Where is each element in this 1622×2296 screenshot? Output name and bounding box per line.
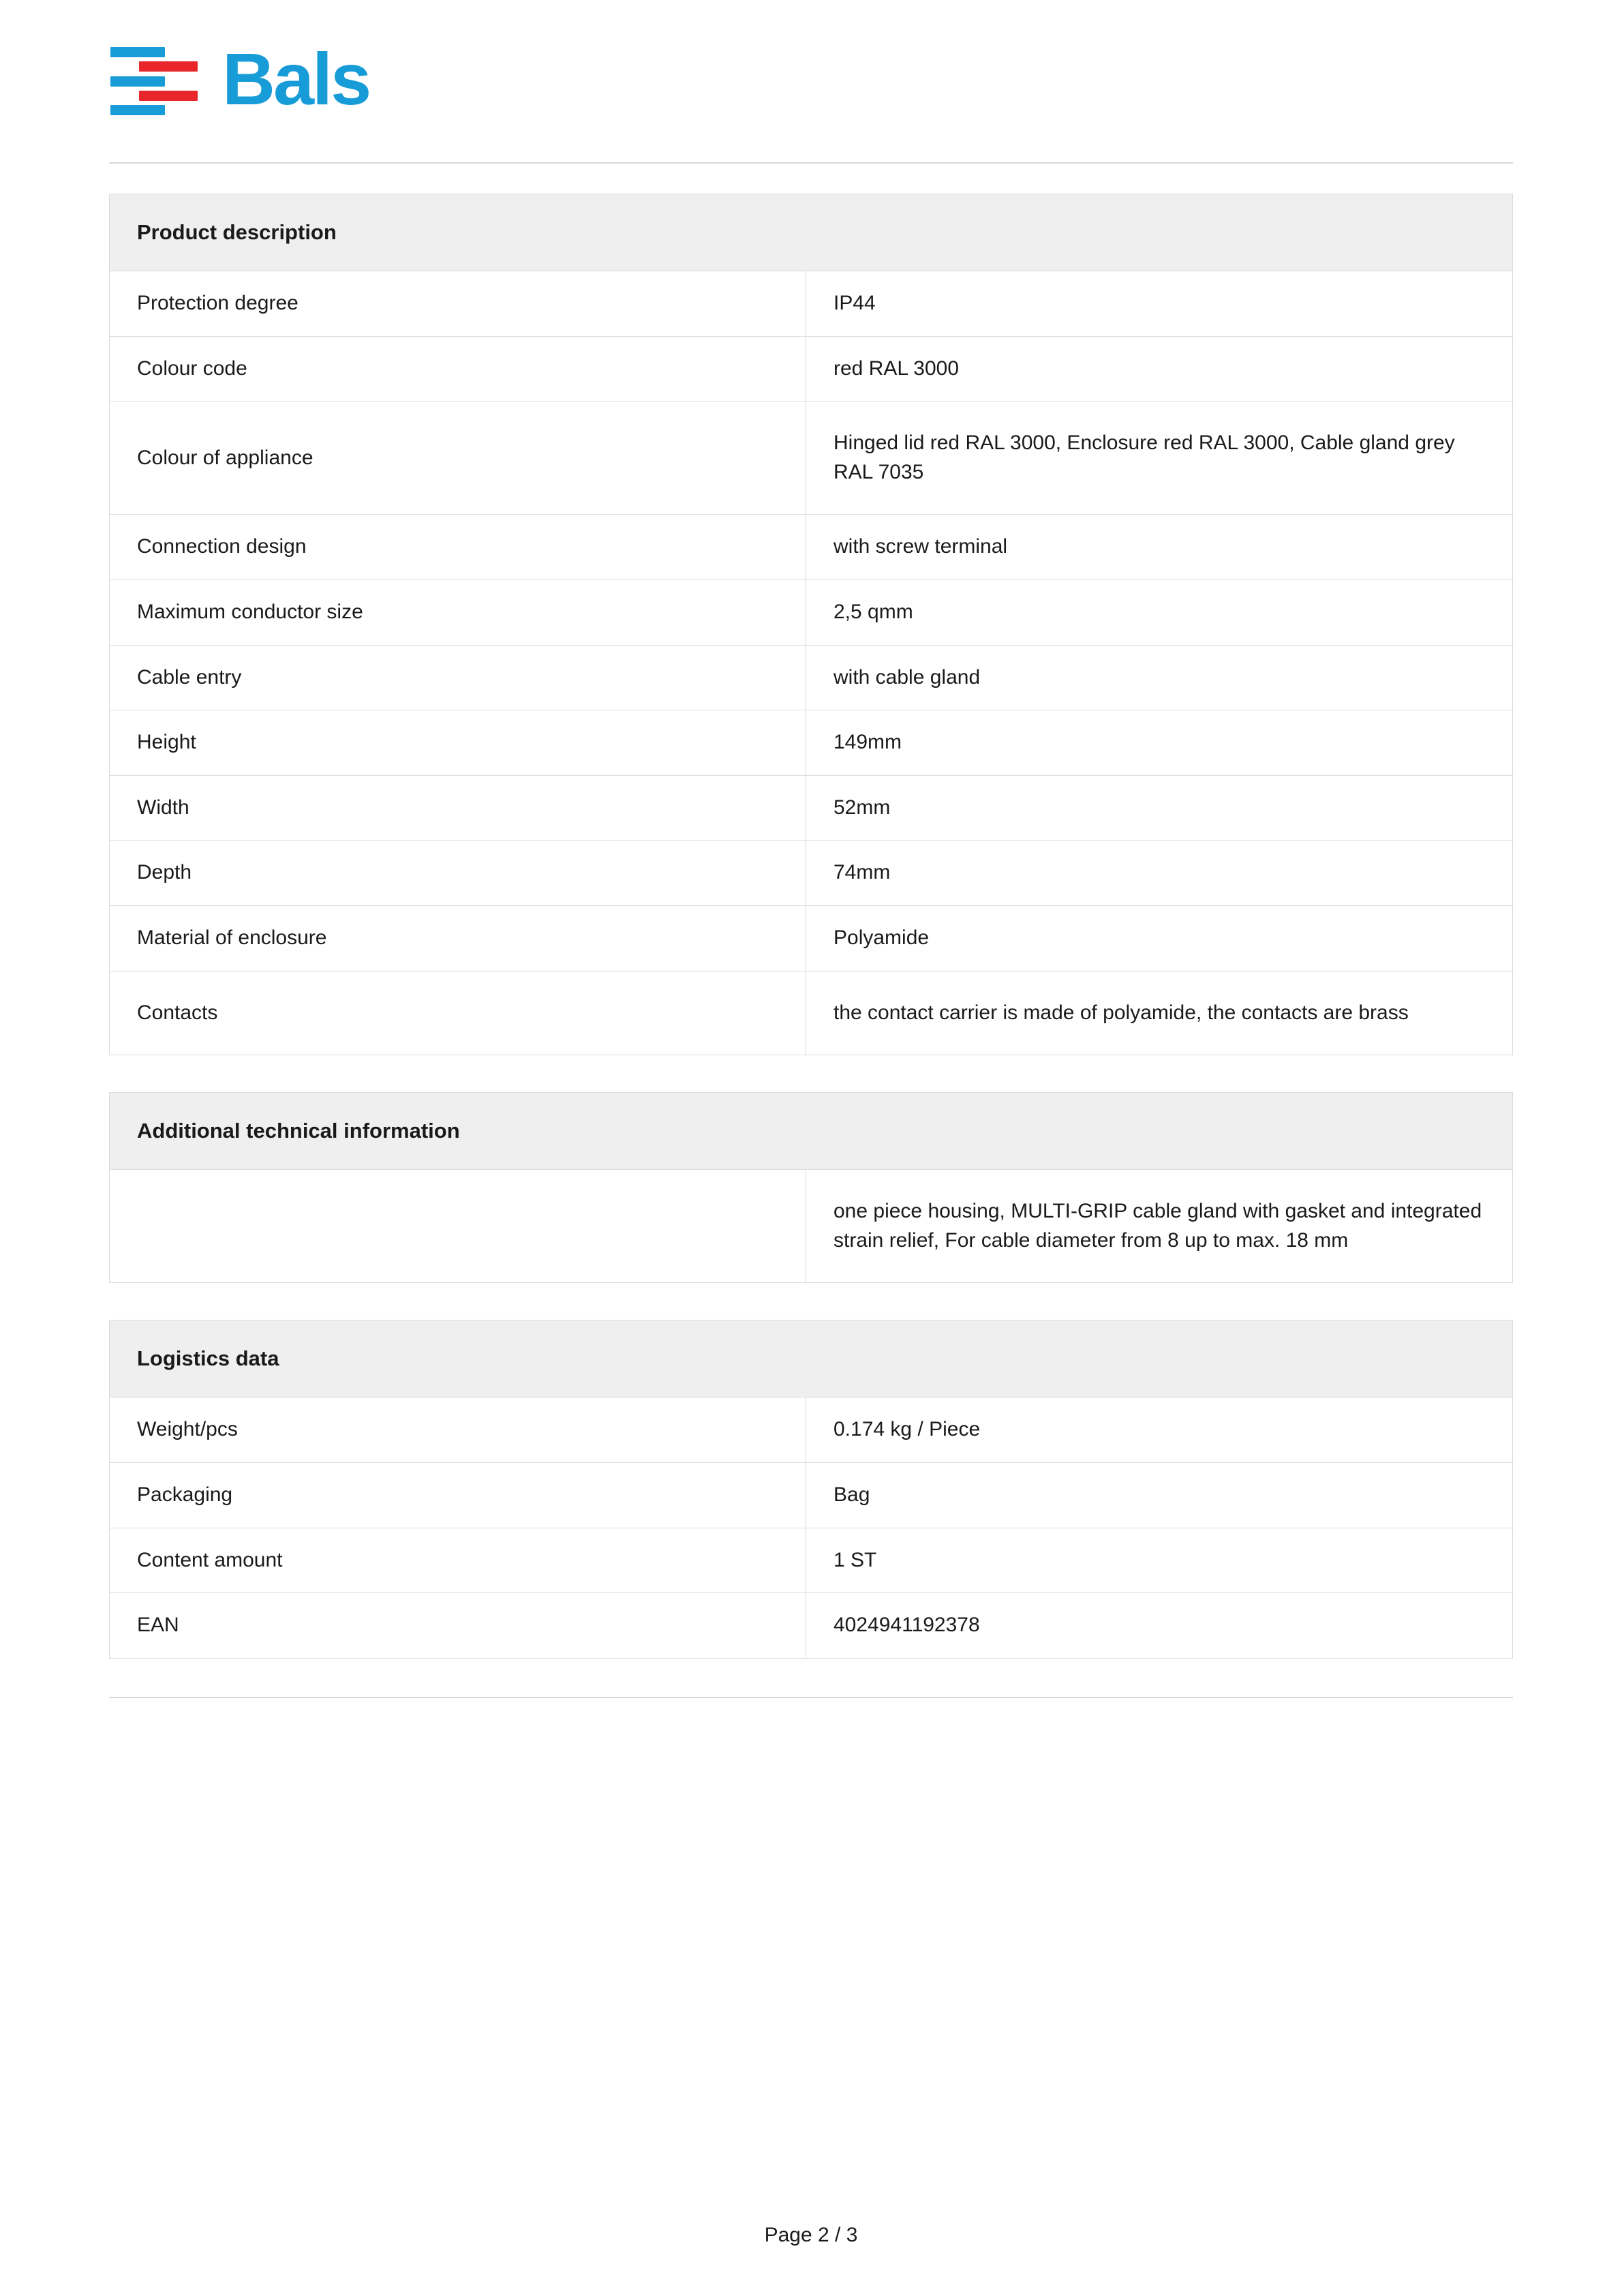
row-label-packaging: Packaging bbox=[110, 1462, 806, 1528]
row-value-protection-degree: IP44 bbox=[806, 271, 1513, 337]
section-header-row bbox=[110, 1320, 1513, 1398]
table-row bbox=[110, 271, 1513, 337]
row-value-weight-pcs: 0.174 kg / Piece bbox=[806, 1398, 1513, 1463]
row-value-content-amount: 1 ST bbox=[806, 1528, 1513, 1593]
row-value-height: 149mm bbox=[806, 710, 1513, 776]
row-label-weight-pcs: Weight/pcs bbox=[110, 1398, 806, 1463]
row-label-colour-code: Colour code bbox=[110, 336, 806, 402]
row-label-width: Width bbox=[110, 775, 806, 841]
table-row bbox=[110, 579, 1513, 645]
logo-bar-blue-3 bbox=[110, 105, 165, 115]
section-title-additional-technical-information: Additional technical information bbox=[110, 1093, 1513, 1170]
row-value-depth: 74mm bbox=[806, 841, 1513, 906]
product-description-table bbox=[109, 194, 1513, 1055]
row-label-cable-entry: Cable entry bbox=[110, 645, 806, 710]
table-row bbox=[110, 1462, 1513, 1528]
row-value-additional-info: one piece housing, MULTI-GRIP cable gland with gasket and integrated strain relief, For cable diameter from 8 up to max. 18 mm bbox=[806, 1170, 1513, 1283]
row-label-ean: EAN bbox=[110, 1593, 806, 1659]
row-value-colour-code: red RAL 3000 bbox=[806, 336, 1513, 402]
row-label-height: Height bbox=[110, 710, 806, 776]
table-row bbox=[110, 971, 1513, 1055]
page-footer bbox=[0, 2224, 1622, 2247]
section-header-row bbox=[110, 1093, 1513, 1170]
logo-bar-blue-1 bbox=[110, 47, 165, 57]
table-row bbox=[110, 905, 1513, 971]
section-title-product-description: Product description bbox=[110, 194, 1513, 271]
row-value-packaging: Bag bbox=[806, 1462, 1513, 1528]
row-value-ean: 4024941192378 bbox=[806, 1593, 1513, 1659]
table-row bbox=[110, 841, 1513, 906]
table-row bbox=[110, 710, 1513, 776]
table-row bbox=[110, 775, 1513, 841]
section-title-logistics-data: Logistics data bbox=[110, 1320, 1513, 1398]
row-label-maximum-conductor-size: Maximum conductor size bbox=[110, 579, 806, 645]
table-row bbox=[110, 1170, 1513, 1283]
section-header-row bbox=[110, 194, 1513, 271]
footer-divider bbox=[109, 1697, 1513, 1698]
row-label-content-amount: Content amount bbox=[110, 1528, 806, 1593]
row-value-maximum-conductor-size: 2,5 qmm bbox=[806, 579, 1513, 645]
additional-technical-information-table bbox=[109, 1092, 1513, 1283]
table-row bbox=[110, 645, 1513, 710]
row-value-colour-of-appliance: Hinged lid red RAL 3000, Enclosure red RAL 3000, Cable gland grey RAL 7035 bbox=[806, 402, 1513, 515]
row-label-additional-info bbox=[110, 1170, 806, 1283]
bals-logo bbox=[110, 37, 370, 120]
row-value-width: 52mm bbox=[806, 775, 1513, 841]
row-value-cable-entry: with cable gland bbox=[806, 645, 1513, 710]
row-label-depth: Depth bbox=[110, 841, 806, 906]
row-label-material-of-enclosure: Material of enclosure bbox=[110, 905, 806, 971]
table-row bbox=[110, 1528, 1513, 1593]
row-label-connection-design: Connection design bbox=[110, 515, 806, 580]
table-row bbox=[110, 515, 1513, 580]
row-value-connection-design: with screw terminal bbox=[806, 515, 1513, 580]
logo-bar-red-1 bbox=[139, 61, 198, 72]
logo-bar-red-2 bbox=[139, 91, 198, 101]
tables-container bbox=[109, 194, 1513, 1659]
table-row bbox=[110, 1593, 1513, 1659]
page-number-label: Page 2 / 3 bbox=[764, 2224, 858, 2246]
logo-bar-blue-2 bbox=[110, 76, 165, 87]
brand-wordmark: Bals bbox=[222, 37, 370, 120]
table-row bbox=[110, 336, 1513, 402]
logistics-data-table bbox=[109, 1320, 1513, 1658]
bals-logo-mark-icon bbox=[110, 47, 198, 115]
row-value-material-of-enclosure: Polyamide bbox=[806, 905, 1513, 971]
row-value-contacts: the contact carrier is made of polyamide, the contacts are brass bbox=[806, 971, 1513, 1055]
row-label-protection-degree: Protection degree bbox=[110, 271, 806, 337]
row-label-contacts: Contacts bbox=[110, 971, 806, 1055]
row-label-colour-of-appliance: Colour of appliance bbox=[110, 402, 806, 515]
page-header bbox=[109, 0, 1513, 162]
table-row bbox=[110, 402, 1513, 515]
header-divider bbox=[109, 162, 1513, 164]
table-row bbox=[110, 1398, 1513, 1463]
